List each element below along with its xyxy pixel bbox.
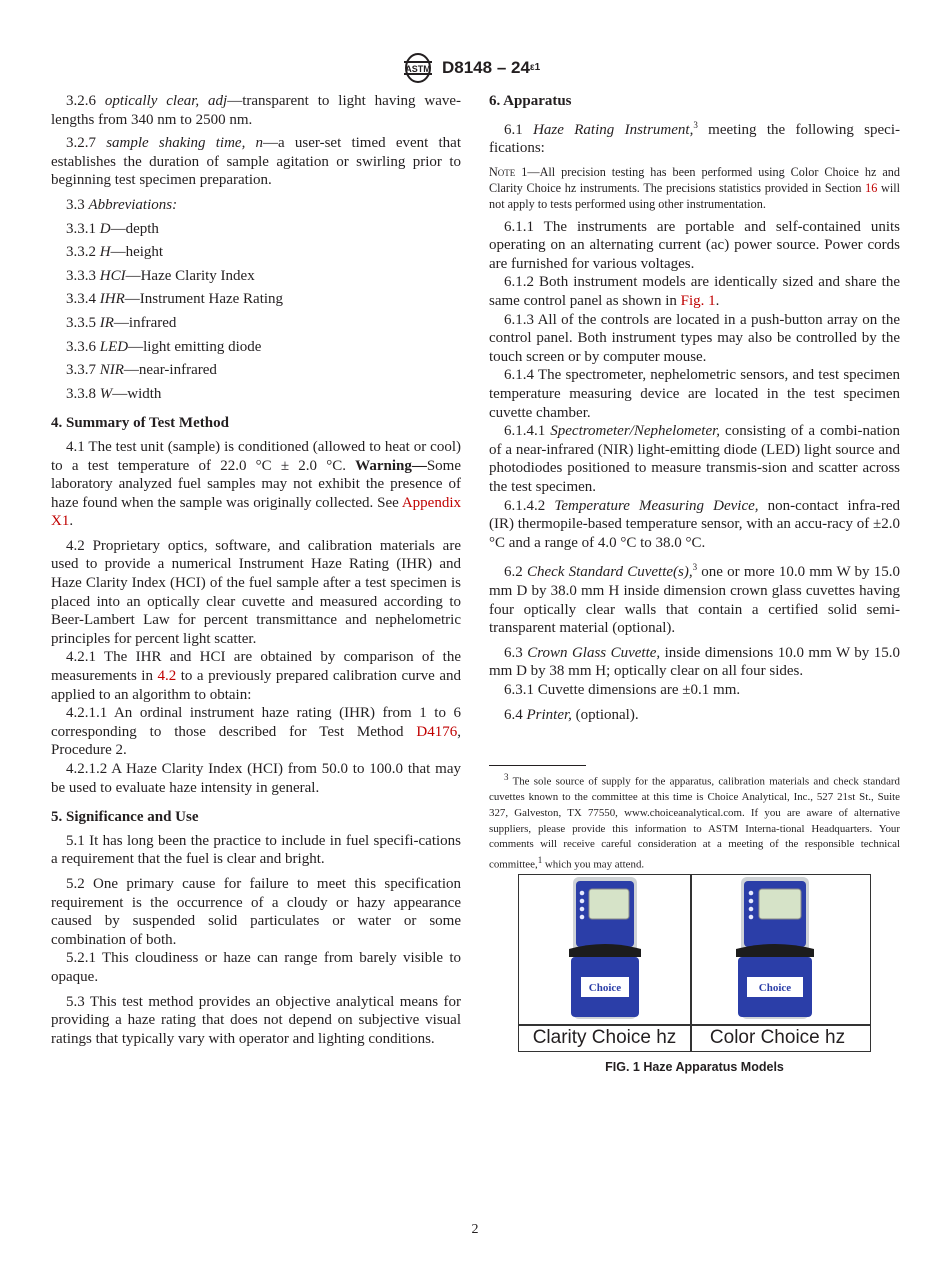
color-choice-instrument-image bbox=[733, 877, 817, 1021]
right-column bbox=[489, 92, 900, 873]
paragraph-4-2-1-1: 4.2.1.1 An ordinal instrument haze rating (IHR) from 1 to 6 corresponding to those described for Test Method D4176, Procedure 2. bbox=[51, 705, 461, 759]
paragraph-6-3: 6.3 Crown Glass Cuvette, inside dimensions 10.0 mm W by 15.0 mm D by 38 mm H; optically clear on all four sides. bbox=[489, 644, 901, 680]
footnote-divider bbox=[489, 765, 586, 766]
abbreviation-item: 3.3.7 NIR—near-infrared bbox=[66, 362, 217, 379]
paragraph-6-1-4: 6.1.4 The spectrometer, nephelometric sensors, and test specimen temperature measuring device are located in the test specimen cuvette chamber. bbox=[489, 367, 900, 421]
figure-1 bbox=[518, 874, 871, 1052]
paragraph-6-2: 6.2 Check Standard Cuvette(s),$^3$ one or more 10.0 mm W by 15.0 mm D by 38.0 mm H inside dimension crown glass cuvettes having four optically clear walls that contain a certified solid semi-transparent material (optional). bbox=[489, 562, 900, 637]
appendix-x1-link[interactable]: Appendix X1 bbox=[51, 494, 461, 530]
page-number: 2 bbox=[471, 1222, 479, 1237]
figure-label-color: Color Choice hz bbox=[709, 1027, 846, 1048]
figure-label-rule bbox=[519, 1024, 870, 1026]
paragraph-6-4: 6.4 Printer, (optional). bbox=[504, 706, 639, 723]
paragraph-4-2-1: 4.2.1 The IHR and HCI are obtained by comparison of the measurements in 4.2 to a previously prepared calibration curve and applied to an algorithm to obtain: bbox=[51, 649, 461, 703]
paragraph-6-1-4-2: 6.1.4.2 Temperature Measuring Device, non-contact infra-red (IR) thermopile-based temperature sensor, with an accu-racy of ±2.0 °C and a range of 4.0 °C to 38.0 °C. bbox=[489, 497, 900, 551]
d4176-link[interactable]: D4176 bbox=[416, 723, 458, 740]
paragraph-6-1-3: 6.1.3 All of the controls are located in a push-button array on the control panel. Both instrument types may also be controlled by the touch screen or by computer mouse. bbox=[489, 311, 900, 365]
abbreviation-item: 3.3.5 IR—infrared bbox=[66, 314, 177, 331]
document-designation: $D8148 - 24^{\varepsilon 1}$ bbox=[442, 58, 541, 77]
footnote-3: $^3$ The sole source of supply for the apparatus, calibration materials and check standard cuvettes known to the committee at this time is Choice Analytical, Inc., 527 21st St., Suite 327, Galveston, TX 77550, www.choiceanalytical.com. If you are aware of alternative suppliers, please provide this information to ASTM Interna-tional Headquarters. Your comments will receive careful consideration at a meeting of the responsible technical committee,$^1$ which you may attend. bbox=[489, 772, 900, 871]
left-column bbox=[51, 92, 461, 1048]
abbreviation-item: 3.3.3 HCI—Haze Clarity Index bbox=[66, 267, 255, 284]
paragraph-3-2-7: 3.2.7 sample shaking time, n—a user-set timed event that establishes the duration of sample agitation or swirling prior to beginning test specimen preparation. bbox=[51, 135, 461, 189]
color-badge-text: Choice bbox=[758, 982, 792, 994]
paragraph-4-2-1-2: 4.2.1.2 A Haze Clarity Index (HCI) from 50.0 to 100.0 that may be used to evaluate haze intensity in general. bbox=[51, 761, 461, 796]
abbreviation-list bbox=[51, 220, 461, 404]
section-4-2-link[interactable]: 4.2 bbox=[157, 668, 177, 685]
figure-label-clarity: Clarity Choice hz bbox=[532, 1027, 677, 1048]
paragraph-5-2-1: 5.2.1 This cloudiness or haze can range from barely visible to opaque. bbox=[51, 950, 461, 985]
abbreviation-item: 3.3.2 H—height bbox=[66, 244, 164, 261]
note-1: Note 1—All precision testing has been performed using Color Choice hz and Clarity Choice hz instruments. The precisions statistics provided in Section 16 will not apply to tests performed using other instrumentation. bbox=[489, 164, 900, 212]
section-4-heading: 4. Summary of Test Method bbox=[51, 415, 229, 432]
logo-text: ASTM bbox=[405, 64, 431, 74]
paragraph-5-2: 5.2 One primary cause for failure to meet this specification requirement is the occurrence of a cloudy or hazy appearance caused by suspended solid particulates or water or some combination of both. bbox=[51, 875, 461, 948]
clarity-choice-instrument-image bbox=[567, 877, 643, 1021]
abbreviation-item: 3.3.6 LED—light emitting diode bbox=[66, 338, 262, 355]
abbreviation-item: 3.3.1 D—depth bbox=[66, 220, 159, 237]
paragraph-5-3: 5.3 This test method provides an objective analytical means for providing a haze rating that does not depend on subjective visual ratings that typically vary with operator and lighting conditions. bbox=[51, 993, 461, 1047]
paragraph-6-3-1: 6.3.1 Cuvette dimensions are ±0.1 mm. bbox=[504, 681, 741, 698]
paragraph-6-1-4-1: 6.1.4.1 Spectrometer/Nephelometer, consisting of a combi-nation of a near-infrared (NIR) light-emitting diode (LED) light source and photodiodes positioned to measure transmis-sion and scatter across the test specimen. bbox=[489, 423, 901, 495]
abbreviation-item: 3.3.8 W—width bbox=[66, 385, 162, 402]
paragraph-3-3: 3.3 Abbreviations: bbox=[66, 196, 178, 213]
figure-1-caption: FIG. 1 Haze Apparatus Models bbox=[605, 1060, 784, 1074]
paragraph-6-1-1: 6.1.1 The instruments are portable and self-contained units operating on an alternating current (ac) power source. Power cords are furnished for various voltages. bbox=[489, 218, 900, 272]
paragraph-4-1: 4.1 The test unit (sample) is conditioned (allowed to heat or cool) to a test temperature of 22.0 °C ± 2.0 °C. Warning—Some laboratory analyzed fuel samples may not exhibit the presence of haze found when the sample was originally collected. See Appendix X1. bbox=[51, 438, 461, 530]
paragraph-5-1: 5.1 It has long been the practice to include in fuel specifi-cations a requirement that the fuel is clear and bright. bbox=[51, 832, 461, 868]
section-16-link[interactable]: 16 bbox=[865, 181, 878, 196]
paragraph-6-1: 6.1 Haze Rating Instrument,$^3$ meeting the following speci-fications: bbox=[489, 119, 900, 157]
fig-1-link[interactable]: Fig. 1 bbox=[680, 293, 716, 310]
clarity-badge-text: Choice bbox=[588, 982, 622, 994]
section-5-heading: 5. Significance and Use bbox=[51, 809, 199, 826]
abbreviation-item: 3.3.4 IHR—Instrument Haze Rating bbox=[66, 291, 284, 308]
paragraph-6-1-2: 6.1.2 Both instrument models are identically sized and share the same control panel as shown in Fig. 1. bbox=[489, 274, 900, 310]
astm-logo-icon bbox=[401, 52, 435, 84]
section-6-heading: 6. Apparatus bbox=[489, 93, 572, 109]
page-header bbox=[0, 52, 950, 86]
paragraph-4-2: 4.2 Proprietary optics, software, and calibration materials are used to provide a numerical Instrument Haze Rating (IHR) and Haze Clarity Index (HCI) of the fuel sample after a test specimen is placed into an optically clear cuvette and measured according to Beer-Lambert Law for percent transmittance and nephelometric principles for percent light scatter. bbox=[51, 537, 461, 647]
paragraph-3-2-6: 3.2.6 optically clear, adj—transparent to light having wave-lengths from 340 nm to 2500 nm. bbox=[51, 93, 462, 128]
